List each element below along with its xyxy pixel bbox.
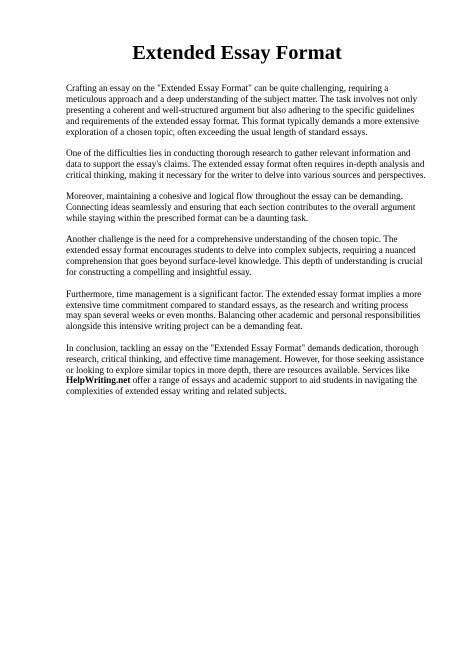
paragraph-3	[66, 191, 418, 224]
text-line: critical thinking, making it necessary for the writer to delve into various sources and perspectives.	[66, 169, 426, 180]
text-line: while staying within the prescribed format can be a daunting task.	[66, 213, 309, 224]
text-line: for constructing a compelling and insightful essay.	[66, 267, 252, 278]
text-line: Crafting an essay on the "Extended Essay Format" can be quite challenging, requiring a	[66, 83, 389, 93]
text-line: research, critical thinking, and effective time management. However, for those seeking assistance	[66, 353, 424, 364]
text-line: presenting a coherent and well-structured argument but also adhering to the specific guidelines	[66, 104, 415, 115]
text-line: Furthermore, time management is a significant factor. The extended essay format implies a more	[66, 288, 422, 299]
text-line: Another challenge is the need for a comprehensive understanding of the chosen topic. The	[66, 234, 398, 245]
text-line: complexities of extended essay writing and related subjects.	[66, 386, 287, 397]
text-line: may span several weeks or even months. Balancing other academic and personal responsibilities	[66, 310, 421, 321]
text-line: extended essay format encourages students to delve into complex subjects, requiring a nuanced	[66, 245, 416, 256]
text-line: Moreover, maintaining a cohesive and logical flow throughout the essay can be demanding.	[66, 191, 403, 202]
text-line: alongside this intensive writing project can be a demanding feat.	[66, 321, 303, 332]
helpwriting-link[interactable]: HelpWriting.net	[66, 375, 131, 386]
paragraph-1	[66, 83, 418, 138]
text-line: Connecting ideas seamlessly and ensuring that each section contributes to the overall argument	[66, 202, 416, 213]
text-line: comprehension that goes beyond surface-level knowledge. This depth of understanding is crucial	[66, 256, 423, 267]
text-fragment: offer a range of essays and academic support to aid students in navigating the	[130, 375, 418, 386]
text-line: exploration of a chosen topic, often exceeding the usual length of standard essays.	[66, 126, 368, 137]
text-line: data to support the essay's claims. The extended essay format often requires in-depth analysis and	[66, 158, 425, 169]
paragraph-2	[66, 148, 426, 181]
document-body	[66, 83, 426, 408]
text-line: extensive time commitment compared to standard essays, as the research and writing process	[66, 299, 409, 310]
text-line	[66, 375, 418, 386]
text-line: In conclusion, tackling an essay on the "Extended Essay Format" demands dedication, thorough	[66, 342, 419, 353]
text-line: or looking to explore similar topics in more depth, there are resources available. Services like	[66, 364, 410, 375]
text-line: One of the difficulties lies in conducting thorough research to gather relevant information and	[66, 148, 411, 159]
text-line: meticulous approach and a deep understanding of the subject matter. The task involves not only	[66, 93, 418, 104]
paragraph-4	[66, 234, 423, 278]
paragraph-6	[66, 342, 424, 398]
text-line: and requirements of the extended essay format. This format typically demands a more extensive	[66, 115, 419, 126]
document-title: Extended Essay Format	[132, 42, 342, 64]
paragraph-5	[66, 288, 422, 333]
